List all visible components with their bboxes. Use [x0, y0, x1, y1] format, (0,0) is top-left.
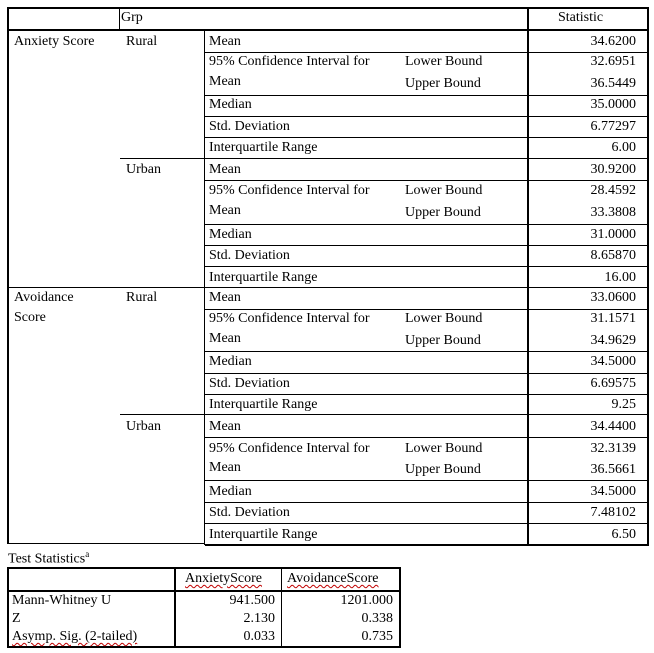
- stat-value: 6.00: [611, 140, 636, 155]
- cell-avoidance-value: 0.338: [361, 611, 393, 626]
- stat-label: 95% Confidence Interval for: [209, 54, 370, 69]
- row-label-asymp-sig: Asymp. Sig. (2-tailed): [12, 629, 138, 644]
- avoidance-rural-label: Rural: [126, 290, 158, 305]
- stat-value: 36.5661: [590, 462, 636, 477]
- stat-value: 34.4400: [590, 419, 636, 434]
- avoidance-score-label-line2: Score: [14, 310, 46, 325]
- stat-label: Mean: [209, 290, 241, 305]
- stat-label: Lower Bound: [405, 311, 483, 326]
- stat-label: 95% Confidence Interval for: [209, 441, 370, 456]
- header-grp: Grp: [121, 10, 143, 25]
- stat-value: 6.50: [611, 527, 636, 542]
- stat-label: Lower Bound: [405, 54, 483, 69]
- stat-value: 31.1571: [590, 311, 636, 326]
- anxiety-rural-label: Rural: [126, 34, 158, 49]
- stat-label: Median: [209, 354, 252, 369]
- stat-value: 32.6951: [590, 54, 636, 69]
- stat-label: Mean: [209, 34, 241, 49]
- stat-label: Mean: [209, 203, 241, 218]
- stat-label: Std. Deviation: [209, 505, 290, 520]
- stat-label: Std. Deviation: [209, 119, 290, 134]
- stat-label: Median: [209, 227, 252, 242]
- test-statistics-title: [8, 546, 89, 568]
- stat-value: 35.0000: [590, 97, 636, 112]
- stat-value: 16.00: [604, 270, 636, 285]
- stat-value: 34.6200: [590, 34, 636, 49]
- stat-value: 8.65870: [590, 248, 636, 263]
- stat-label: Mean: [209, 162, 241, 177]
- stat-value: 36.5449: [590, 76, 636, 91]
- avoidance-score-label-line1: Avoidance: [14, 290, 74, 305]
- stat-value: 34.9629: [590, 333, 636, 348]
- cell-anxiety-value: 941.500: [229, 593, 275, 608]
- stat-value: 33.3808: [590, 205, 636, 220]
- stat-value: 34.5000: [590, 354, 636, 369]
- row-label-z: Z: [12, 611, 21, 626]
- stat-value: 6.69575: [590, 376, 636, 391]
- stat-value: 9.25: [611, 397, 636, 412]
- cell-avoidance-value: 1201.000: [340, 593, 393, 608]
- cell-anxiety-value: 0.033: [243, 629, 275, 644]
- stat-label: Mean: [209, 74, 241, 89]
- stat-label: Upper Bound: [405, 205, 481, 220]
- stat-value: 6.77297: [590, 119, 636, 134]
- row-label-mann-whitney: Mann-Whitney U: [12, 593, 112, 608]
- test-statistics-title-text: Test Statistics: [8, 551, 86, 567]
- stat-label: Std. Deviation: [209, 376, 290, 391]
- stat-label: Median: [209, 484, 252, 499]
- column-header-anxietyscore: AnxietyScore: [185, 571, 262, 586]
- stat-label: 95% Confidence Interval for: [209, 311, 370, 326]
- stat-label: Median: [209, 97, 252, 112]
- stat-label: Mean: [209, 419, 241, 434]
- cell-avoidance-value: 0.735: [361, 629, 393, 644]
- stat-value: 33.0600: [590, 290, 636, 305]
- avoidance-urban-label: Urban: [126, 419, 161, 434]
- stat-value: 7.48102: [590, 505, 636, 520]
- footnote-marker: a: [85, 549, 90, 559]
- stat-label: Interquartile Range: [209, 397, 318, 412]
- stat-value: 28.4592: [590, 183, 636, 198]
- stat-label: Upper Bound: [405, 333, 481, 348]
- stat-label: 95% Confidence Interval for: [209, 183, 370, 198]
- stat-value: 34.5000: [590, 484, 636, 499]
- stat-label: Lower Bound: [405, 441, 483, 456]
- anxiety-urban-label: Urban: [126, 162, 161, 177]
- stat-label: Interquartile Range: [209, 270, 318, 285]
- stat-label: Mean: [209, 331, 241, 346]
- stat-value: 31.0000: [590, 227, 636, 242]
- stat-label: Mean: [209, 460, 241, 475]
- column-header-avoidancescore: AvoidanceScore: [287, 571, 379, 586]
- stat-label: Upper Bound: [405, 76, 481, 91]
- stat-label: Upper Bound: [405, 462, 481, 477]
- stat-value: 32.3139: [590, 441, 636, 456]
- stat-label: Interquartile Range: [209, 140, 318, 155]
- stat-value: 30.9200: [590, 162, 636, 177]
- stat-label: Std. Deviation: [209, 248, 290, 263]
- cell-anxiety-value: 2.130: [243, 611, 275, 626]
- header-statistic: Statistic: [558, 10, 604, 25]
- anxiety-score-label: Anxiety Score: [14, 34, 95, 49]
- stat-label: Interquartile Range: [209, 527, 318, 542]
- stat-label: Lower Bound: [405, 183, 483, 198]
